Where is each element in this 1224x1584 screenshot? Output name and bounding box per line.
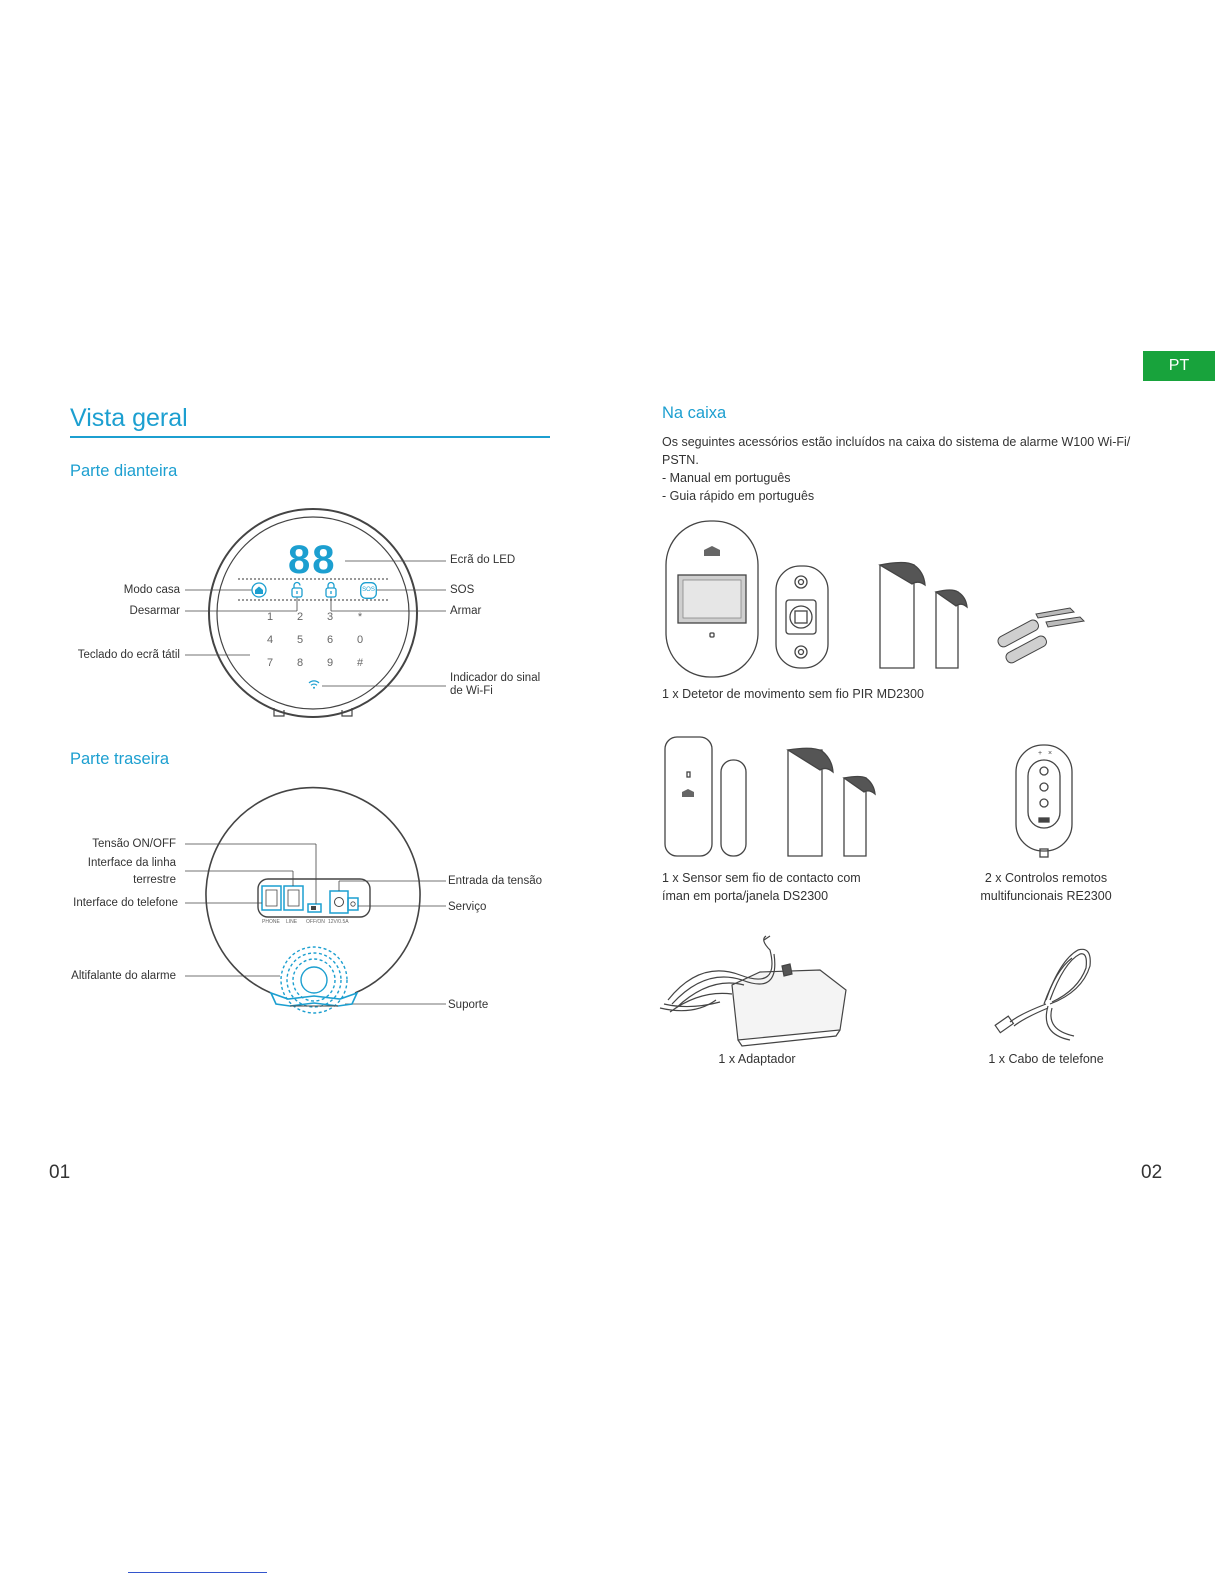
intro-line-2: PSTN. bbox=[662, 453, 699, 467]
language-tab: PT bbox=[1143, 351, 1215, 381]
label-armar: Armar bbox=[450, 605, 482, 617]
label-wifi-2: de Wi-Fi bbox=[450, 685, 493, 697]
page-title-box: Na caixa bbox=[662, 404, 727, 422]
key[interactable]: 1 bbox=[266, 611, 274, 623]
key[interactable]: 8 bbox=[296, 657, 304, 669]
intro-line-4: - Guia rápido em português bbox=[662, 489, 815, 503]
key[interactable]: 3 bbox=[326, 611, 334, 623]
label-wifi-1: Indicador do sinal bbox=[450, 672, 541, 684]
page-number-left: 01 bbox=[49, 1162, 71, 1183]
title-rule bbox=[70, 436, 550, 438]
caption-adapter: 1 x Adaptador bbox=[718, 1052, 796, 1066]
key[interactable]: 9 bbox=[326, 657, 334, 669]
label-suporte: Suporte bbox=[448, 999, 489, 1011]
caption-remote-2: multifuncionais RE2300 bbox=[980, 889, 1112, 903]
label-linha-2: terrestre bbox=[133, 874, 176, 886]
label-tensao: Tensão ON/OFF bbox=[92, 838, 176, 850]
caption-door-2: íman em porta/janela DS2300 bbox=[662, 889, 829, 903]
key[interactable]: 0 bbox=[356, 634, 364, 646]
key[interactable]: * bbox=[357, 611, 363, 623]
port-label-switch: OFF/ON bbox=[306, 919, 325, 925]
label-desarmar: Desarmar bbox=[129, 605, 180, 617]
label-altifalante: Altifalante do alarme bbox=[71, 970, 176, 982]
label-sos: SOS bbox=[450, 584, 475, 596]
caption-remote-1: 2 x Controlos remotos bbox=[984, 871, 1108, 885]
label-telefone: Interface do telefone bbox=[73, 897, 178, 909]
led-display: 88 bbox=[288, 538, 337, 582]
label-linha-1: Interface da linha bbox=[87, 857, 176, 869]
svg-text:×: × bbox=[1048, 750, 1053, 757]
port-label-phone: PHONE bbox=[262, 919, 280, 925]
label-modo-casa: Modo casa bbox=[123, 584, 180, 596]
label-entrada: Entrada da tensão bbox=[448, 875, 542, 887]
svg-text:+: + bbox=[1038, 750, 1043, 757]
label-ecra-led: Ecrã do LED bbox=[450, 554, 516, 566]
intro-line-1: Os seguintes acessórios estão incluídos na caixa do sistema de alarme W100 Wi-Fi/ bbox=[662, 435, 1131, 449]
back-heading: Parte traseira bbox=[70, 750, 170, 768]
key[interactable]: 4 bbox=[266, 634, 274, 646]
sos-icon-text: SOS bbox=[362, 587, 375, 593]
key[interactable]: 6 bbox=[326, 634, 334, 646]
home-mode-icon[interactable] bbox=[251, 582, 267, 598]
disarm-icon[interactable] bbox=[290, 582, 304, 598]
key[interactable]: 7 bbox=[266, 657, 274, 669]
phone-cable-illustration bbox=[0, 0, 1, 1]
port-label-power: 12V/0.5A bbox=[328, 919, 349, 925]
wifi-icon bbox=[308, 680, 320, 689]
caption-cable: 1 x Cabo de telefone bbox=[988, 1052, 1104, 1066]
arm-icon[interactable] bbox=[324, 582, 338, 598]
caption-door-1: 1 x Sensor sem fio de contacto com bbox=[662, 871, 861, 885]
touch-keypad bbox=[255, 609, 373, 671]
port-label-line: LINE bbox=[286, 919, 298, 925]
label-servico: Serviço bbox=[448, 901, 487, 913]
page-number-right: 02 bbox=[1141, 1162, 1163, 1183]
front-heading: Parte dianteira bbox=[70, 462, 178, 480]
key[interactable]: 2 bbox=[296, 611, 304, 623]
key[interactable]: # bbox=[356, 657, 364, 669]
caption-pir: 1 x Detetor de movimento sem fio PIR MD2300 bbox=[662, 687, 924, 701]
intro-line-3: - Manual em português bbox=[662, 471, 791, 485]
key[interactable]: 5 bbox=[296, 634, 304, 646]
page-title-overview: Vista geral bbox=[70, 404, 188, 432]
link-underline bbox=[128, 1572, 267, 1573]
label-teclado: Teclado do ecrã tátil bbox=[77, 649, 180, 661]
